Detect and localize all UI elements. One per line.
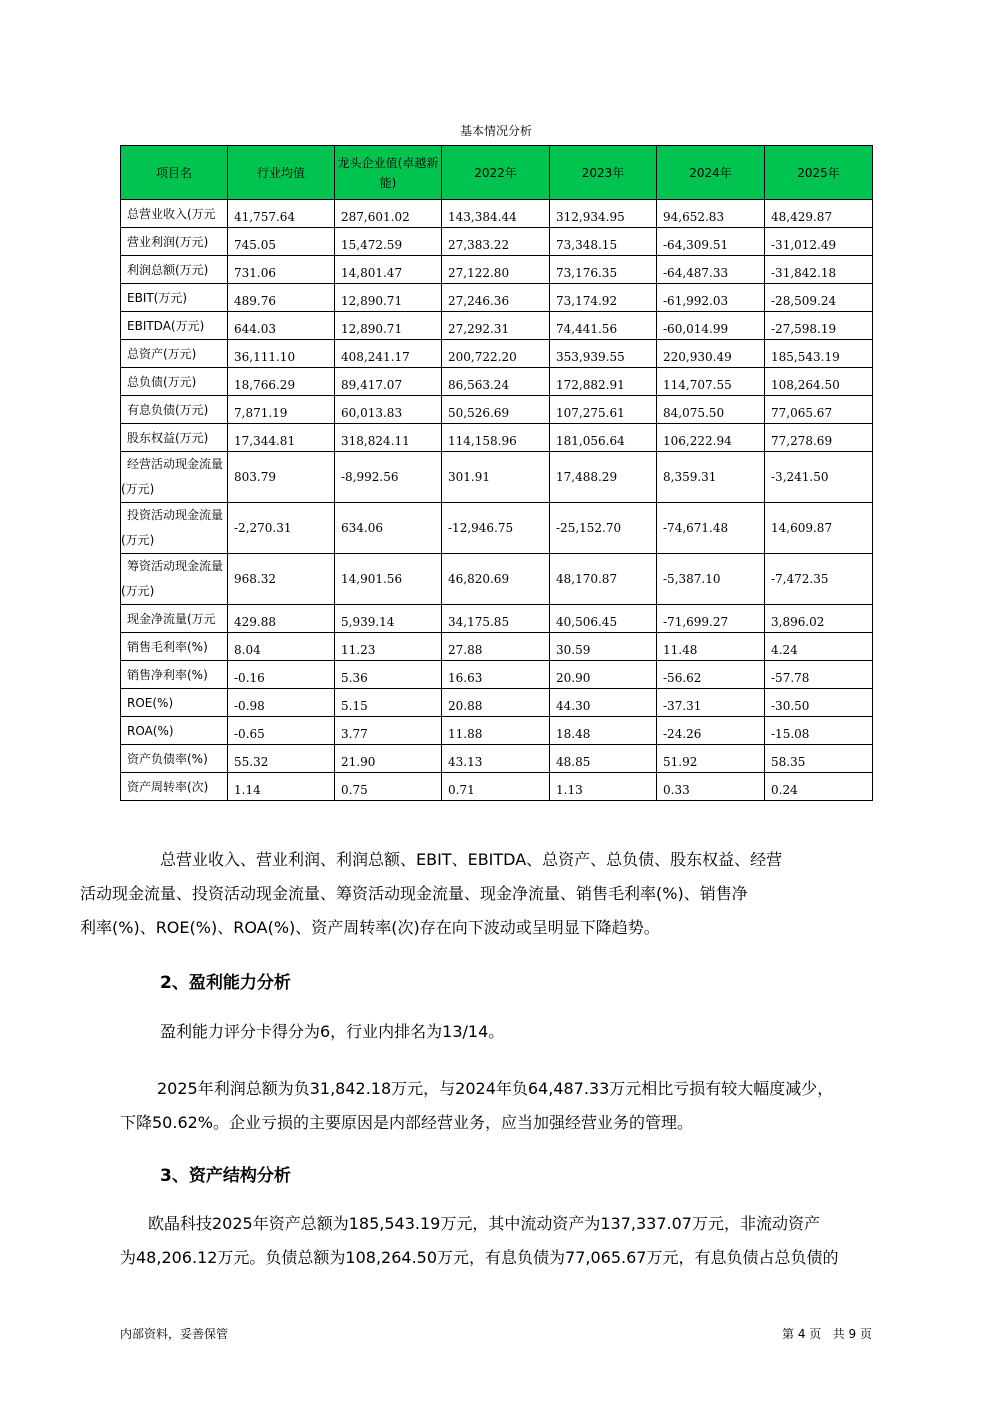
table-cell: -57.78 (765, 661, 873, 689)
row-label: 总资产(万元) (121, 340, 228, 368)
table-cell: 14,801.47 (335, 256, 442, 284)
footer-confidential-note: 内部资料，妥善保管 (120, 1327, 229, 1341)
summary-line: 利率(%)、ROE(%)、ROA(%)、资产周转率(次)存在向下波动或呈明显下降趋势。 (80, 918, 660, 937)
table-cell: 220,930.49 (657, 340, 765, 368)
table-header-row (121, 146, 873, 200)
table-cell: 27,122.80 (442, 256, 550, 284)
table-cell: -31,842.18 (765, 256, 873, 284)
table-cell: 40,506.45 (550, 605, 657, 633)
table-cell: -2,270.31 (228, 503, 335, 554)
table-cell: 55.32 (228, 745, 335, 773)
row-label: ROE(%) (121, 689, 228, 717)
asset-line: 为48,206.12万元。负债总额为108,264.50万元，有息负债为77,065.67万元，有息负债占总负债的 (120, 1248, 839, 1267)
header-2023: 2023年 (550, 146, 657, 200)
header-leader: 龙头企业值(卓越新能) (335, 146, 442, 200)
table-cell: 41,757.64 (228, 200, 335, 228)
section-heading-profitability: 2、盈利能力分析 (160, 973, 291, 993)
table-cell: 107,275.61 (550, 396, 657, 424)
table-row (121, 284, 873, 312)
row-label: 营业利润(万元) (121, 228, 228, 256)
table-cell: 20.88 (442, 689, 550, 717)
table-cell: -7,472.35 (765, 554, 873, 605)
row-label: 资产负债率(%) (121, 745, 228, 773)
table-cell: -8,992.56 (335, 452, 442, 503)
table-cell: 11.48 (657, 633, 765, 661)
table-cell: 0.24 (765, 773, 873, 801)
table-cell: -5,387.10 (657, 554, 765, 605)
table-cell: 1.14 (228, 773, 335, 801)
row-label: 有息负债(万元) (121, 396, 228, 424)
row-label: EBIT(万元) (121, 284, 228, 312)
table-row (121, 424, 873, 452)
table-row (121, 452, 873, 503)
table-cell: -0.16 (228, 661, 335, 689)
table-cell: 17,344.81 (228, 424, 335, 452)
table-cell: 200,722.20 (442, 340, 550, 368)
row-label: 股东权益(万元) (121, 424, 228, 452)
table-cell: 73,348.15 (550, 228, 657, 256)
row-label: 总负债(万元) (121, 368, 228, 396)
table-cell: -56.62 (657, 661, 765, 689)
profit-paragraph (120, 1072, 872, 1140)
table-row (121, 717, 873, 745)
table-row (121, 554, 873, 605)
table-cell: 94,652.83 (657, 200, 765, 228)
table-cell: -0.98 (228, 689, 335, 717)
table-cell: 114,707.55 (657, 368, 765, 396)
header-2022: 2022年 (442, 146, 550, 200)
table-cell: 84,075.50 (657, 396, 765, 424)
table-cell: 60,013.83 (335, 396, 442, 424)
row-label: ROA(%) (121, 717, 228, 745)
table-cell: 27.88 (442, 633, 550, 661)
table-cell: 143,384.44 (442, 200, 550, 228)
table-cell: 0.33 (657, 773, 765, 801)
table-cell: -31,012.49 (765, 228, 873, 256)
row-label: 销售净利率(%) (121, 661, 228, 689)
table-cell: 3.77 (335, 717, 442, 745)
table-cell: -0.65 (228, 717, 335, 745)
table-cell: 0.75 (335, 773, 442, 801)
table-cell: 48,429.87 (765, 200, 873, 228)
row-label: 投资活动现金流量(万元) (121, 503, 228, 554)
table-cell: 287,601.02 (335, 200, 442, 228)
table-cell: 73,174.92 (550, 284, 657, 312)
table-cell: 14,609.87 (765, 503, 873, 554)
table-cell: 43.13 (442, 745, 550, 773)
table-cell: -74,671.48 (657, 503, 765, 554)
table-cell: 18,766.29 (228, 368, 335, 396)
table-cell: 108,264.50 (765, 368, 873, 396)
table-cell: 30.59 (550, 633, 657, 661)
table-cell: 11.88 (442, 717, 550, 745)
table-row (121, 256, 873, 284)
row-label: 利润总额(万元) (121, 256, 228, 284)
table-cell: 731.06 (228, 256, 335, 284)
table-row (121, 503, 873, 554)
table-cell: 353,939.55 (550, 340, 657, 368)
table-cell: 14,901.56 (335, 554, 442, 605)
table-cell: 27,383.22 (442, 228, 550, 256)
table-cell: 489.76 (228, 284, 335, 312)
table-cell: 408,241.17 (335, 340, 442, 368)
table-cell: 27,246.36 (442, 284, 550, 312)
table-cell: 16.63 (442, 661, 550, 689)
table-row (121, 745, 873, 773)
table-cell: 5.36 (335, 661, 442, 689)
table-cell: 3,896.02 (765, 605, 873, 633)
summary-line: 活动现金流量、投资活动现金流量、筹资活动现金流量、现金净流量、销售毛利率(%)、销售净 (80, 884, 748, 903)
table-row (121, 633, 873, 661)
summary-line: 总营业收入、营业利润、利润总额、EBIT、EBITDA、总资产、总负债、股东权益、经营 (160, 850, 783, 869)
table-cell: 745.05 (228, 228, 335, 256)
table-cell: 34,175.85 (442, 605, 550, 633)
table-cell: 27,292.31 (442, 312, 550, 340)
table-cell: 8,359.31 (657, 452, 765, 503)
financial-table (120, 145, 873, 801)
row-label: 现金净流量(万元 (121, 605, 228, 633)
table-cell: 12,890.71 (335, 284, 442, 312)
table-cell: 312,934.95 (550, 200, 657, 228)
table-cell: 172,882.91 (550, 368, 657, 396)
table-cell: -12,946.75 (442, 503, 550, 554)
table-cell: 301.91 (442, 452, 550, 503)
table-cell: 44.30 (550, 689, 657, 717)
table-cell: -37.31 (657, 689, 765, 717)
table-cell: 89,417.07 (335, 368, 442, 396)
table-cell: -24.26 (657, 717, 765, 745)
table-cell: 18.48 (550, 717, 657, 745)
table-row (121, 312, 873, 340)
table-cell: -64,309.51 (657, 228, 765, 256)
table-row (121, 228, 873, 256)
header-2024: 2024年 (657, 146, 765, 200)
header-2025: 2025年 (765, 146, 873, 200)
table-cell: -64,487.33 (657, 256, 765, 284)
table-cell: 429.88 (228, 605, 335, 633)
table-cell: -28,509.24 (765, 284, 873, 312)
table-cell: -60,014.99 (657, 312, 765, 340)
table-cell: 15,472.59 (335, 228, 442, 256)
table-cell: -61,992.03 (657, 284, 765, 312)
table-cell: -30.50 (765, 689, 873, 717)
table-row (121, 605, 873, 633)
table-row (121, 368, 873, 396)
table-cell: 77,278.69 (765, 424, 873, 452)
table-cell: 634.06 (335, 503, 442, 554)
table-title: 基本情况分析 (459, 124, 532, 138)
table-cell: 181,056.64 (550, 424, 657, 452)
row-label: 资产周转率(次) (121, 773, 228, 801)
header-item-name: 项目名 (121, 146, 228, 200)
table-cell: 51.92 (657, 745, 765, 773)
table-row (121, 661, 873, 689)
table-cell: 11.23 (335, 633, 442, 661)
table-cell: 12,890.71 (335, 312, 442, 340)
table-cell: 50,526.69 (442, 396, 550, 424)
table-cell: 20.90 (550, 661, 657, 689)
table-cell: 48.85 (550, 745, 657, 773)
table-cell: 46,820.69 (442, 554, 550, 605)
table-cell: 5.15 (335, 689, 442, 717)
table-cell: 7,871.19 (228, 396, 335, 424)
summary-paragraph (80, 843, 872, 945)
table-cell: 73,176.35 (550, 256, 657, 284)
table-cell: 48,170.87 (550, 554, 657, 605)
table-cell: 58.35 (765, 745, 873, 773)
table-cell: 803.79 (228, 452, 335, 503)
table-row (121, 396, 873, 424)
table-cell: 185,543.19 (765, 340, 873, 368)
table-cell: 86,563.24 (442, 368, 550, 396)
profit-line: 2025年利润总额为负31,842.18万元，与2024年负64,487.33万元相比亏损有较大幅度减少， (157, 1079, 834, 1098)
profit-line: 下降50.62%。企业亏损的主要原因是内部经营业务，应当加强经营业务的管理。 (120, 1113, 694, 1132)
table-cell: 8.04 (228, 633, 335, 661)
table-cell: -71,699.27 (657, 605, 765, 633)
row-label: EBITDA(万元) (121, 312, 228, 340)
row-label: 经营活动现金流量(万元) (121, 452, 228, 503)
table-cell: 5,939.14 (335, 605, 442, 633)
table-cell: 318,824.11 (335, 424, 442, 452)
table-cell: 644.03 (228, 312, 335, 340)
table-cell: 4.24 (765, 633, 873, 661)
table-row (121, 689, 873, 717)
table-row (121, 773, 873, 801)
table-cell: 36,111.10 (228, 340, 335, 368)
table-cell: 1.13 (550, 773, 657, 801)
table-row (121, 200, 873, 228)
table-cell: 114,158.96 (442, 424, 550, 452)
asset-paragraph (120, 1207, 872, 1275)
table-cell: 968.32 (228, 554, 335, 605)
row-label: 销售毛利率(%) (121, 633, 228, 661)
table-cell: 74,441.56 (550, 312, 657, 340)
table-cell: 77,065.67 (765, 396, 873, 424)
table-cell: -15.08 (765, 717, 873, 745)
table-cell: 0.71 (442, 773, 550, 801)
table-cell: 21.90 (335, 745, 442, 773)
profit-score-paragraph: 盈利能力评分卡得分为6，行业内排名为13/14。 (160, 1022, 505, 1041)
table-cell: -3,241.50 (765, 452, 873, 503)
table-cell: -25,152.70 (550, 503, 657, 554)
table-row (121, 340, 873, 368)
row-label: 总营业收入(万元 (121, 200, 228, 228)
header-industry-avg: 行业均值 (228, 146, 335, 200)
table-cell: 17,488.29 (550, 452, 657, 503)
table-cell: 106,222.94 (657, 424, 765, 452)
row-label: 筹资活动现金流量(万元) (121, 554, 228, 605)
asset-line: 欧晶科技2025年资产总额为185,543.19万元，其中流动资产为137,337.07万元，非流动资产 (148, 1214, 820, 1233)
section-heading-asset-structure: 3、资产结构分析 (160, 1166, 291, 1186)
table-cell: -27,598.19 (765, 312, 873, 340)
footer-page-number: 第 4 页 共 9 页 (782, 1327, 872, 1341)
